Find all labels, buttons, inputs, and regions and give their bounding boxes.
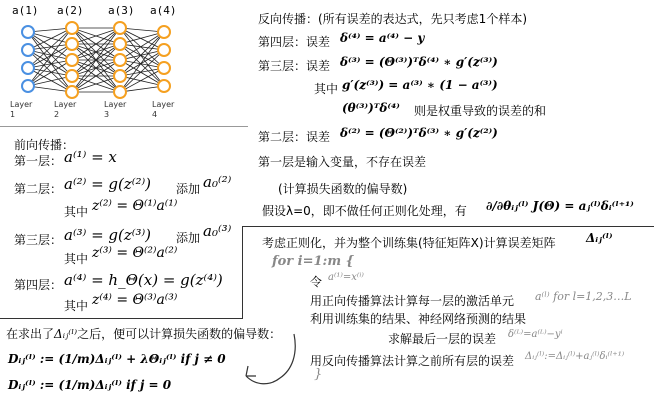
backprop-l2-label: 第二层：误差 bbox=[258, 130, 331, 144]
regularized-step3: 求解最后一层的误差 bbox=[388, 332, 497, 346]
forward-l4-sub-math: z⁽⁴⁾ = Θ⁽³⁾a⁽³⁾ bbox=[92, 292, 178, 308]
conclusion-mid-math: Δᵢⱼ⁽ˡ⁾ bbox=[54, 327, 78, 341]
network-node-layer-2 bbox=[66, 86, 78, 98]
network-node-layer-3 bbox=[114, 86, 126, 98]
network-node-layer-3 bbox=[114, 38, 126, 50]
forward-l1-math: a⁽¹⁾ = x bbox=[64, 148, 117, 166]
network-node-layer-1 bbox=[22, 62, 34, 74]
forward-l3-sub-math: z⁽³⁾ = Θ⁽²⁾a⁽²⁾ bbox=[92, 245, 178, 261]
divider-right-top bbox=[242, 226, 654, 227]
backprop-l3-sub-math: g′(z⁽³⁾) = a⁽³⁾ ∗ (1 − a⁽³⁾) bbox=[342, 78, 498, 92]
forward-l3-sub-prefix: 其中 bbox=[64, 252, 89, 266]
partial-assume: 假设λ=0，即不做任何正则化处理，有 bbox=[262, 204, 467, 218]
hand-drawn-arrow bbox=[236, 330, 316, 400]
forward-l2-sub-prefix: 其中 bbox=[64, 205, 89, 219]
regularized-let-prefix: 令 bbox=[310, 275, 323, 289]
divider-top-left bbox=[0, 126, 248, 127]
backprop-l3-sub-prefix: 其中 bbox=[314, 82, 339, 96]
network-node-layer-2 bbox=[66, 38, 78, 50]
network-node-layer-4 bbox=[158, 62, 170, 74]
network-node-layer-2 bbox=[66, 70, 78, 82]
divider-middle-vertical bbox=[242, 226, 243, 319]
network-node-layer-1 bbox=[22, 80, 34, 92]
forward-l3-bias: a₀⁽³⁾ bbox=[203, 222, 232, 240]
network-node-layer-1 bbox=[22, 26, 34, 38]
backprop-title: 反向传播：(所有误差的表达式，先只考虑1个样本) bbox=[258, 12, 527, 26]
network-node-layer-2 bbox=[66, 54, 78, 66]
forward-l2-math: a⁽²⁾ = g(z⁽²⁾) bbox=[64, 175, 152, 193]
forward-l3-math: a⁽³⁾ = g(z⁽³⁾) bbox=[64, 226, 152, 244]
forward-l4-label: 第四层： bbox=[14, 278, 63, 292]
forward-l2-bias: a₀⁽²⁾ bbox=[203, 173, 232, 191]
backprop-l2-math: δ⁽²⁾ = (Θ⁽²⁾)ᵀδ⁽³⁾ ∗ g′(z⁽²⁾) bbox=[340, 126, 498, 140]
column-label-a3: a(3) bbox=[108, 4, 135, 17]
backprop-l4-math: δ⁽⁴⁾ = a⁽⁴⁾ − y bbox=[340, 31, 425, 45]
regularized-step4: 用反向传播算法计算之前所有层的误差 bbox=[310, 354, 515, 368]
layer-label-2: Layer 2 bbox=[54, 100, 77, 119]
backprop-l3-label: 第三层：误差 bbox=[258, 59, 331, 73]
regularized-close: } bbox=[314, 367, 323, 382]
network-diagram bbox=[0, 0, 200, 125]
regularized-step4-math: Δᵢⱼ⁽ˡ⁾:=Δᵢⱼ⁽ˡ⁾+aⱼ⁽ˡ⁾δᵢ⁽ˡ⁺¹⁾ bbox=[525, 351, 625, 362]
network-node-layer-2 bbox=[66, 22, 78, 34]
network-svg bbox=[0, 14, 200, 114]
forward-l3-label: 第三层： bbox=[14, 233, 63, 247]
column-label-a1: a(1) bbox=[12, 4, 39, 17]
backprop-l3-note-math: (θ⁽³⁾)ᵀδ⁽⁴⁾ bbox=[342, 101, 400, 115]
forward-l1-label: 第一层： bbox=[14, 154, 63, 168]
forward-l3-add: 添加 bbox=[176, 231, 201, 245]
network-node-layer-3 bbox=[114, 54, 126, 66]
backprop-l1-note: 第一层是输入变量，不存在误差 bbox=[258, 155, 427, 169]
network-edges bbox=[28, 28, 164, 92]
network-node-layer-4 bbox=[158, 26, 170, 38]
layer-label-1: Layer 1 bbox=[10, 100, 33, 119]
network-node-layer-3 bbox=[114, 70, 126, 82]
column-label-a4: a(4) bbox=[150, 4, 177, 17]
conclusion-eq2: Dᵢⱼ⁽ˡ⁾ := (1/m)Δᵢⱼ⁽ˡ⁾ if j = 0 bbox=[8, 378, 172, 392]
layer-label-3: Layer 3 bbox=[104, 100, 127, 119]
regularized-intro-math: Δᵢⱼ⁽ˡ⁾ bbox=[586, 231, 613, 245]
regularized-step3-math: δ⁽ᴸ⁾=a⁽ᴸ⁾−yⁱ bbox=[508, 329, 563, 340]
partial-formula: ∂/∂θᵢⱼ⁽ˡ⁾ J(Θ) = aⱼ⁽ˡ⁾δᵢ⁽ˡ⁺¹⁾ bbox=[486, 199, 634, 213]
conclusion-eq1: Dᵢⱼ⁽ˡ⁾ := (1/m)Δᵢⱼ⁽ˡ⁾ + λΘᵢⱼ⁽ˡ⁾ if j ≠ 0 bbox=[8, 352, 226, 366]
forward-title: 前向传播： bbox=[14, 138, 75, 152]
layer-label-4: Layer 4 bbox=[152, 100, 175, 119]
divider-left-bottom bbox=[0, 318, 242, 319]
regularized-intro: 考虑正则化，并为整个训练集(特征矩阵X)计算误差矩阵 bbox=[262, 236, 556, 250]
regularized-let-math: a⁽¹⁾=x⁽ⁱ⁾ bbox=[328, 272, 364, 283]
forward-l2-label: 第二层： bbox=[14, 182, 63, 196]
network-node-layer-4 bbox=[158, 80, 170, 92]
backprop-l4-label: 第四层：误差 bbox=[258, 35, 331, 49]
regularized-for-line: for i=1:m { bbox=[272, 254, 354, 269]
network-node-layer-3 bbox=[114, 22, 126, 34]
arrow-head bbox=[246, 366, 256, 376]
backprop-l3-math: δ⁽³⁾ = (Θ⁽³⁾)ᵀδ⁽⁴⁾ ∗ g′(z⁽³⁾) bbox=[340, 55, 498, 69]
regularized-step1: 用正向传播算法计算每一层的激活单元 bbox=[310, 294, 515, 308]
conclusion-suffix: 之后，便可以计算损失函数的偏导数： bbox=[77, 327, 282, 341]
forward-l4-math: a⁽⁴⁾ = h_Θ(x) = g(z⁽⁴⁾) bbox=[64, 271, 223, 289]
network-node-layer-4 bbox=[158, 44, 170, 56]
forward-l2-sub-math: z⁽²⁾ = Θ⁽¹⁾a⁽¹⁾ bbox=[92, 198, 178, 214]
regularized-step2: 利用训练集的结果、神经网络预测的结果 bbox=[310, 312, 527, 326]
conclusion-prefix: 在求出了 bbox=[6, 327, 55, 341]
forward-l2-add: 添加 bbox=[176, 182, 201, 196]
network-node-layer-1 bbox=[22, 44, 34, 56]
backprop-l3-note-text: 则是权重导致的误差的和 bbox=[414, 104, 547, 118]
forward-l4-sub-prefix: 其中 bbox=[64, 299, 89, 313]
partial-title: (计算损失函数的偏导数) bbox=[278, 182, 408, 196]
column-label-a2: a(2) bbox=[57, 4, 84, 17]
regularized-step1-math: a⁽ˡ⁾ for l=1,2,3…L bbox=[535, 290, 632, 303]
